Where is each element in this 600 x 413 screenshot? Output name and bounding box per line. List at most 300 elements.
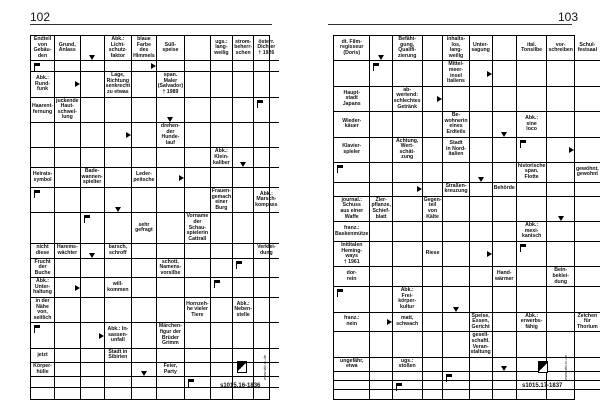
answer-cell[interactable] bbox=[470, 112, 493, 137]
flag-icon bbox=[34, 190, 35, 198]
answer-cell[interactable] bbox=[423, 183, 444, 197]
answer-cell[interactable] bbox=[393, 112, 423, 137]
answer-cell[interactable] bbox=[370, 313, 392, 333]
answer-cell[interactable] bbox=[334, 183, 370, 197]
clue-cell: Achtung, Wert- schät- zung bbox=[393, 138, 423, 163]
answer-cell[interactable] bbox=[211, 123, 234, 148]
answer-cell[interactable] bbox=[254, 388, 279, 399]
clue-cell: journal.: Schuss aus einer Waffe bbox=[334, 197, 370, 222]
answer-cell[interactable] bbox=[443, 358, 469, 372]
answer-cell[interactable] bbox=[493, 197, 517, 222]
answer-cell[interactable] bbox=[81, 323, 105, 348]
answer-cell[interactable] bbox=[493, 36, 517, 61]
answer-cell[interactable] bbox=[393, 163, 423, 183]
clue-cell: Schul- festsaal bbox=[575, 36, 600, 61]
answer-cell[interactable] bbox=[423, 222, 444, 242]
answer-cell[interactable] bbox=[334, 163, 370, 183]
answer-cell[interactable] bbox=[185, 36, 210, 61]
answer-cell[interactable] bbox=[254, 148, 279, 168]
answer-cell[interactable] bbox=[81, 298, 105, 323]
answer-cell[interactable] bbox=[547, 358, 575, 372]
answer-cell[interactable] bbox=[547, 197, 575, 222]
answer-cell[interactable] bbox=[185, 259, 210, 279]
answer-cell[interactable] bbox=[470, 358, 493, 372]
answer-cell[interactable] bbox=[157, 244, 185, 258]
answer-cell[interactable] bbox=[55, 213, 81, 244]
answer-cell[interactable] bbox=[443, 267, 469, 287]
answer-cell[interactable] bbox=[493, 313, 517, 333]
answer-cell[interactable] bbox=[105, 98, 133, 123]
answer-cell[interactable] bbox=[370, 222, 392, 242]
answer-cell[interactable] bbox=[334, 332, 370, 357]
answer-cell[interactable] bbox=[470, 381, 493, 390]
answer-cell[interactable] bbox=[81, 36, 105, 61]
answer-cell[interactable] bbox=[81, 388, 105, 399]
answer-cell[interactable] bbox=[185, 188, 210, 213]
answer-cell[interactable] bbox=[233, 278, 254, 298]
answer-cell[interactable] bbox=[423, 390, 444, 399]
answer-cell[interactable] bbox=[132, 61, 157, 72]
answer-cell[interactable] bbox=[81, 259, 105, 279]
answer-cell[interactable] bbox=[185, 377, 210, 388]
answer-cell[interactable] bbox=[575, 267, 600, 287]
clue-cell: Abk.: erwerbs- fähig bbox=[517, 313, 548, 333]
answer-cell[interactable] bbox=[517, 287, 548, 312]
answer-cell[interactable] bbox=[211, 323, 234, 348]
answer-cell[interactable] bbox=[157, 388, 185, 399]
answer-cell[interactable] bbox=[517, 138, 548, 163]
answer-cell[interactable] bbox=[31, 123, 55, 148]
answer-cell[interactable] bbox=[211, 278, 234, 298]
answer-cell[interactable] bbox=[393, 372, 423, 381]
answer-cell[interactable] bbox=[517, 332, 548, 357]
answer-cell[interactable] bbox=[470, 222, 493, 242]
answer-cell[interactable] bbox=[254, 259, 279, 279]
answer-cell[interactable] bbox=[493, 138, 517, 163]
answer-cell[interactable] bbox=[493, 390, 517, 399]
answer-cell[interactable] bbox=[31, 61, 55, 72]
answer-cell[interactable] bbox=[470, 61, 493, 86]
answer-cell[interactable] bbox=[55, 123, 81, 148]
flag-icon bbox=[84, 215, 85, 223]
answer-cell[interactable] bbox=[157, 148, 185, 168]
answer-cell[interactable] bbox=[575, 381, 600, 390]
answer-cell[interactable] bbox=[443, 313, 469, 333]
answer-cell[interactable] bbox=[233, 72, 254, 97]
flag-icon bbox=[34, 325, 35, 333]
answer-cell[interactable] bbox=[233, 259, 254, 279]
answer-cell[interactable] bbox=[157, 377, 185, 388]
clue-cell: barsch, schroff bbox=[105, 244, 133, 258]
answer-cell[interactable] bbox=[370, 372, 392, 381]
arrow-down-icon bbox=[501, 366, 507, 371]
answer-cell[interactable] bbox=[575, 242, 600, 267]
answer-cell[interactable] bbox=[470, 163, 493, 183]
answer-cell[interactable] bbox=[370, 358, 392, 372]
answer-cell[interactable] bbox=[493, 381, 517, 390]
answer-cell[interactable] bbox=[423, 36, 444, 61]
answer-cell[interactable] bbox=[493, 87, 517, 112]
answer-cell[interactable] bbox=[105, 61, 133, 72]
answer-cell[interactable] bbox=[157, 278, 185, 298]
answer-cell[interactable] bbox=[393, 61, 423, 86]
clue-cell: dt. Film- regisseur (Doris) bbox=[334, 36, 370, 61]
answer-cell[interactable] bbox=[470, 372, 493, 381]
answer-cell[interactable] bbox=[81, 123, 105, 148]
answer-cell[interactable] bbox=[31, 388, 55, 399]
answer-cell[interactable] bbox=[55, 377, 81, 388]
answer-cell[interactable] bbox=[470, 287, 493, 312]
answer-cell[interactable] bbox=[254, 98, 279, 123]
clue-cell: Unter- sagung bbox=[470, 36, 493, 61]
answer-cell[interactable] bbox=[105, 259, 133, 279]
answer-cell[interactable] bbox=[105, 123, 133, 148]
arrow-down-icon bbox=[558, 216, 564, 221]
answer-cell[interactable] bbox=[423, 87, 444, 112]
answer-cell[interactable] bbox=[370, 36, 392, 61]
answer-cell[interactable] bbox=[157, 168, 185, 188]
answer-cell[interactable] bbox=[81, 244, 105, 258]
answer-cell[interactable] bbox=[443, 242, 469, 267]
answer-cell[interactable] bbox=[105, 298, 133, 323]
answer-cell[interactable] bbox=[493, 222, 517, 242]
answer-cell[interactable] bbox=[547, 87, 575, 112]
answer-cell[interactable] bbox=[493, 287, 517, 312]
answer-cell[interactable] bbox=[517, 390, 548, 399]
answer-cell[interactable] bbox=[31, 377, 55, 388]
answer-cell[interactable] bbox=[517, 61, 548, 86]
answer-cell[interactable] bbox=[423, 138, 444, 163]
answer-cell[interactable] bbox=[211, 298, 234, 323]
answer-cell[interactable] bbox=[423, 163, 444, 183]
answer-cell[interactable] bbox=[254, 61, 279, 72]
answer-cell[interactable] bbox=[393, 197, 423, 222]
answer-cell[interactable] bbox=[81, 148, 105, 168]
answer-cell[interactable] bbox=[443, 87, 469, 112]
answer-cell[interactable] bbox=[211, 213, 234, 244]
answer-cell[interactable] bbox=[547, 287, 575, 312]
answer-cell[interactable] bbox=[370, 381, 392, 390]
answer-cell[interactable] bbox=[493, 242, 517, 267]
answer-cell[interactable] bbox=[443, 163, 469, 183]
answer-cell[interactable] bbox=[547, 390, 575, 399]
answer-cell[interactable] bbox=[31, 188, 55, 213]
answer-cell[interactable] bbox=[547, 138, 575, 163]
answer-cell[interactable] bbox=[423, 332, 444, 357]
clue-cell: Stadt in Nord- italien bbox=[443, 138, 469, 163]
answer-cell[interactable] bbox=[185, 148, 210, 168]
answer-cell[interactable] bbox=[211, 259, 234, 279]
arrow-down-icon bbox=[89, 253, 95, 258]
right-logo-icon bbox=[538, 361, 548, 373]
answer-cell[interactable] bbox=[547, 163, 575, 183]
answer-cell[interactable] bbox=[233, 188, 254, 213]
answer-cell[interactable] bbox=[393, 183, 423, 197]
answer-cell[interactable] bbox=[575, 138, 600, 163]
answer-cell[interactable] bbox=[393, 222, 423, 242]
answer-cell[interactable] bbox=[517, 197, 548, 222]
answer-cell[interactable] bbox=[105, 363, 133, 377]
answer-cell[interactable] bbox=[233, 98, 254, 123]
answer-cell[interactable] bbox=[547, 372, 575, 381]
answer-cell[interactable] bbox=[393, 242, 423, 267]
answer-cell[interactable] bbox=[132, 377, 157, 388]
answer-cell[interactable] bbox=[55, 61, 81, 72]
answer-cell[interactable] bbox=[211, 168, 234, 188]
answer-cell[interactable] bbox=[132, 323, 157, 348]
answer-cell[interactable] bbox=[233, 148, 254, 168]
answer-cell[interactable] bbox=[55, 298, 81, 323]
answer-cell[interactable] bbox=[517, 183, 548, 197]
answer-cell[interactable] bbox=[470, 183, 493, 197]
answer-cell[interactable] bbox=[470, 267, 493, 287]
answer-cell[interactable] bbox=[132, 363, 157, 377]
answer-cell[interactable] bbox=[55, 349, 81, 363]
answer-cell[interactable] bbox=[370, 112, 392, 137]
answer-cell[interactable] bbox=[575, 372, 600, 381]
answer-cell[interactable] bbox=[211, 388, 234, 399]
answer-cell[interactable] bbox=[370, 183, 392, 197]
answer-cell[interactable] bbox=[334, 390, 370, 399]
answer-cell[interactable] bbox=[185, 168, 210, 188]
answer-cell[interactable] bbox=[81, 363, 105, 377]
answer-cell[interactable] bbox=[185, 72, 210, 97]
answer-cell[interactable] bbox=[443, 381, 469, 390]
answer-cell[interactable] bbox=[132, 244, 157, 258]
answer-cell[interactable] bbox=[423, 313, 444, 333]
answer-cell[interactable] bbox=[443, 390, 469, 399]
answer-cell[interactable] bbox=[233, 244, 254, 258]
answer-cell[interactable] bbox=[443, 372, 469, 381]
answer-cell[interactable] bbox=[423, 267, 444, 287]
answer-cell[interactable] bbox=[185, 98, 210, 123]
clue-cell: matt, schwach bbox=[393, 313, 423, 333]
answer-cell[interactable] bbox=[470, 138, 493, 163]
clue-cell: jetzt bbox=[31, 349, 55, 363]
answer-cell[interactable] bbox=[211, 244, 234, 258]
answer-cell[interactable] bbox=[493, 112, 517, 137]
clue-cell: ungefähr, etwa bbox=[334, 358, 370, 372]
answer-cell[interactable] bbox=[254, 298, 279, 323]
answer-cell[interactable] bbox=[254, 168, 279, 188]
answer-cell[interactable] bbox=[575, 222, 600, 242]
answer-cell[interactable] bbox=[185, 388, 210, 399]
answer-cell[interactable] bbox=[393, 332, 423, 357]
answer-cell[interactable] bbox=[132, 298, 157, 323]
answer-cell[interactable] bbox=[132, 123, 157, 148]
answer-cell[interactable] bbox=[81, 377, 105, 388]
answer-cell[interactable] bbox=[493, 61, 517, 86]
answer-cell[interactable] bbox=[55, 72, 81, 97]
answer-cell[interactable] bbox=[423, 112, 444, 137]
answer-cell[interactable] bbox=[211, 363, 234, 377]
answer-cell[interactable] bbox=[105, 188, 133, 213]
answer-cell[interactable] bbox=[393, 381, 423, 390]
answer-cell[interactable] bbox=[55, 188, 81, 213]
right-crossword-grid bbox=[333, 35, 599, 400]
answer-cell[interactable] bbox=[575, 183, 600, 197]
answer-cell[interactable] bbox=[423, 61, 444, 86]
answer-cell[interactable] bbox=[393, 267, 423, 287]
answer-cell[interactable] bbox=[575, 287, 600, 312]
answer-cell[interactable] bbox=[575, 332, 600, 357]
answer-cell[interactable] bbox=[211, 72, 234, 97]
answer-cell[interactable] bbox=[575, 390, 600, 399]
answer-cell[interactable] bbox=[547, 313, 575, 333]
answer-cell[interactable] bbox=[31, 213, 55, 244]
answer-cell[interactable] bbox=[370, 267, 392, 287]
clue-cell: Grund, Anlass bbox=[55, 36, 81, 61]
answer-cell[interactable] bbox=[233, 323, 254, 348]
answer-cell[interactable] bbox=[31, 148, 55, 168]
answer-cell[interactable] bbox=[254, 123, 279, 148]
answer-cell[interactable] bbox=[132, 349, 157, 363]
answer-cell[interactable] bbox=[493, 163, 517, 183]
answer-cell[interactable] bbox=[81, 72, 105, 97]
answer-cell[interactable] bbox=[370, 87, 392, 112]
answer-cell[interactable] bbox=[443, 332, 469, 357]
answer-cell[interactable] bbox=[132, 148, 157, 168]
answer-cell[interactable] bbox=[370, 163, 392, 183]
flag-icon bbox=[188, 379, 189, 387]
answer-cell[interactable] bbox=[370, 242, 392, 267]
answer-cell[interactable] bbox=[254, 72, 279, 97]
answer-cell[interactable] bbox=[185, 349, 210, 363]
answer-cell[interactable] bbox=[185, 244, 210, 258]
answer-cell[interactable] bbox=[105, 148, 133, 168]
answer-cell[interactable] bbox=[575, 358, 600, 372]
answer-cell[interactable] bbox=[105, 377, 133, 388]
answer-cell[interactable] bbox=[132, 188, 157, 213]
answer-cell[interactable] bbox=[31, 323, 55, 348]
answer-cell[interactable] bbox=[81, 213, 105, 244]
answer-cell[interactable] bbox=[517, 87, 548, 112]
answer-cell[interactable] bbox=[55, 148, 81, 168]
answer-cell[interactable] bbox=[443, 222, 469, 242]
answer-cell[interactable] bbox=[470, 242, 493, 267]
answer-cell[interactable] bbox=[55, 168, 81, 188]
answer-cell[interactable] bbox=[517, 242, 548, 267]
answer-cell[interactable] bbox=[334, 381, 370, 390]
answer-cell[interactable] bbox=[233, 168, 254, 188]
answer-cell[interactable] bbox=[55, 388, 81, 399]
answer-cell[interactable] bbox=[493, 358, 517, 372]
answer-cell[interactable] bbox=[334, 287, 370, 312]
answer-cell[interactable] bbox=[81, 349, 105, 363]
answer-cell[interactable] bbox=[370, 332, 392, 357]
answer-cell[interactable] bbox=[547, 332, 575, 357]
answer-cell[interactable] bbox=[575, 61, 600, 86]
clue-cell: Stadt in Sibirien bbox=[105, 349, 133, 363]
answer-cell[interactable] bbox=[185, 323, 210, 348]
answer-cell[interactable] bbox=[55, 363, 81, 377]
answer-cell[interactable] bbox=[470, 390, 493, 399]
answer-cell[interactable] bbox=[105, 168, 133, 188]
answer-cell[interactable] bbox=[105, 388, 133, 399]
answer-cell[interactable] bbox=[370, 287, 392, 312]
answer-cell[interactable] bbox=[370, 138, 392, 163]
answer-cell[interactable] bbox=[81, 188, 105, 213]
answer-cell[interactable] bbox=[132, 98, 157, 123]
answer-cell[interactable] bbox=[157, 98, 185, 123]
answer-cell[interactable] bbox=[185, 123, 210, 148]
answer-cell[interactable] bbox=[470, 197, 493, 222]
answer-cell[interactable] bbox=[157, 61, 185, 72]
answer-cell[interactable] bbox=[211, 61, 234, 72]
answer-cell[interactable] bbox=[547, 222, 575, 242]
arrow-down-icon bbox=[141, 371, 147, 376]
clue-cell: Märchen- figur der Brüder Grimm bbox=[157, 323, 185, 348]
answer-cell[interactable] bbox=[254, 323, 279, 348]
answer-cell[interactable] bbox=[423, 372, 444, 381]
answer-cell[interactable] bbox=[517, 267, 548, 287]
answer-cell[interactable] bbox=[185, 278, 210, 298]
answer-cell[interactable] bbox=[81, 61, 105, 72]
answer-cell[interactable] bbox=[470, 87, 493, 112]
answer-cell[interactable] bbox=[211, 98, 234, 123]
answer-cell[interactable] bbox=[575, 87, 600, 112]
answer-cell[interactable] bbox=[132, 388, 157, 399]
answer-cell[interactable] bbox=[55, 323, 81, 348]
answer-cell[interactable] bbox=[233, 213, 254, 244]
answer-cell[interactable] bbox=[157, 188, 185, 213]
answer-cell[interactable] bbox=[132, 278, 157, 298]
answer-cell[interactable] bbox=[575, 112, 600, 137]
answer-cell[interactable] bbox=[547, 242, 575, 267]
answer-cell[interactable] bbox=[157, 349, 185, 363]
answer-cell[interactable] bbox=[423, 287, 444, 312]
answer-cell[interactable] bbox=[547, 61, 575, 86]
answer-cell[interactable] bbox=[254, 213, 279, 244]
answer-cell[interactable] bbox=[370, 61, 392, 86]
answer-cell[interactable] bbox=[547, 112, 575, 137]
answer-cell[interactable] bbox=[575, 197, 600, 222]
answer-cell[interactable] bbox=[493, 372, 517, 381]
answer-cell[interactable] bbox=[105, 213, 133, 244]
answer-cell[interactable] bbox=[517, 372, 548, 381]
answer-cell[interactable] bbox=[132, 259, 157, 279]
answer-cell[interactable] bbox=[393, 390, 423, 399]
answer-cell[interactable] bbox=[81, 98, 105, 123]
answer-cell[interactable] bbox=[334, 372, 370, 381]
answer-cell[interactable] bbox=[185, 363, 210, 377]
answer-cell[interactable] bbox=[233, 123, 254, 148]
answer-cell[interactable] bbox=[334, 61, 370, 86]
answer-cell[interactable] bbox=[132, 72, 157, 97]
answer-cell[interactable] bbox=[423, 381, 444, 390]
answer-cell[interactable] bbox=[81, 278, 105, 298]
answer-cell[interactable] bbox=[493, 332, 517, 357]
answer-cell[interactable] bbox=[211, 349, 234, 363]
answer-cell[interactable] bbox=[443, 197, 469, 222]
answer-cell[interactable] bbox=[55, 259, 81, 279]
clue-cell: Bein- beklei- dung bbox=[547, 267, 575, 287]
answer-cell[interactable] bbox=[233, 388, 254, 399]
answer-cell[interactable] bbox=[55, 278, 81, 298]
arrow-right-icon bbox=[75, 285, 80, 291]
answer-cell[interactable] bbox=[157, 213, 185, 244]
clue-cell: blaue Farbe des Himmels bbox=[132, 36, 157, 61]
answer-cell[interactable] bbox=[443, 287, 469, 312]
answer-cell[interactable] bbox=[233, 61, 254, 72]
answer-cell[interactable] bbox=[185, 61, 210, 72]
answer-cell[interactable] bbox=[370, 390, 392, 399]
answer-cell[interactable] bbox=[423, 358, 444, 372]
answer-cell[interactable] bbox=[547, 183, 575, 197]
answer-cell[interactable] bbox=[254, 278, 279, 298]
clue-cell: Abk.: In- sassen- unfall bbox=[105, 323, 133, 348]
answer-cell[interactable] bbox=[157, 298, 185, 323]
